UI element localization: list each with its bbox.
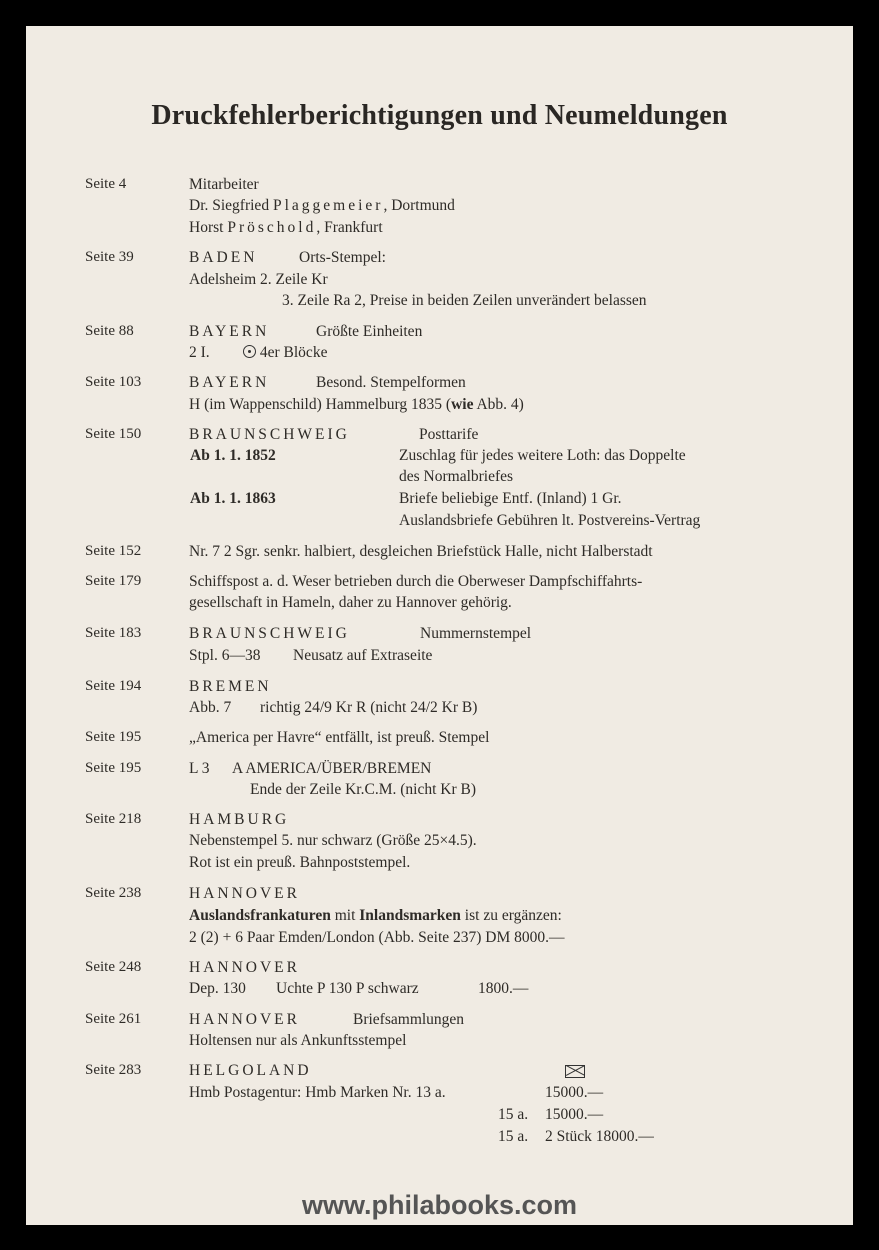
entry-heading: BAYERN: [189, 374, 270, 391]
entry-line: Holtensen nur als Ankunftsstempel: [189, 1032, 407, 1049]
entry-heading: HANNOVER: [189, 885, 300, 902]
entry-line: Posttarife: [419, 426, 479, 443]
entry-line: 4er Blöcke: [243, 344, 327, 362]
entry-line: richtig 24/9 Kr R (nicht 24/2 Kr B): [260, 699, 478, 716]
entry-heading: HAMBURG: [189, 811, 290, 828]
page-ref: Seite 195: [85, 729, 142, 745]
page-ref: Seite 218: [85, 811, 142, 827]
entry-line: Horst Pröschold, Frankfurt: [189, 219, 383, 236]
entry-heading: BRAUNSCHWEIG: [189, 625, 350, 642]
entry-line: „America per Havre“ entfällt, ist preuß. Stempel: [189, 729, 490, 746]
entry-line: Größte Einheiten: [316, 323, 423, 340]
entry-line: 15 a.: [498, 1128, 529, 1145]
entry-price: 15000.—: [545, 1106, 604, 1123]
page-ref: Seite 150: [85, 426, 142, 442]
entry-line: Nummernstempel: [420, 625, 532, 642]
entry-line: Schiffspost a. d. Weser betrieben durch die Oberweser Dampfschiffahrts-: [189, 573, 643, 590]
page-ref: Seite 39: [85, 249, 134, 265]
entry-line: gesellschaft in Hameln, daher zu Hannover gehörig.: [189, 594, 512, 611]
entry-heading: HELGOLAND: [189, 1062, 312, 1079]
entry-line: Zuschlag für jedes weitere Loth: das Doppelte: [399, 447, 686, 464]
entry-price: 2 Stück 18000.—: [545, 1128, 654, 1145]
entry-line: Uchte P 130 P schwarz: [276, 980, 419, 997]
entry-price: 1800.—: [478, 980, 529, 997]
page-ref: Seite 152: [85, 543, 142, 559]
page-ref: Seite 283: [85, 1062, 142, 1078]
entry-line: Auslandsbriefe Gebühren lt. Postvereins-Vertrag: [399, 512, 701, 529]
page-ref: Seite 195: [85, 760, 142, 776]
page-ref: Seite 4: [85, 176, 127, 192]
page-ref: Seite 238: [85, 885, 142, 901]
entry-line: Hmb Postagentur: Hmb Marken Nr. 13 a.: [189, 1084, 446, 1101]
entry-heading: HANNOVER: [189, 959, 300, 976]
entry-heading: BAYERN: [189, 323, 270, 340]
entry-heading: BADEN: [189, 249, 258, 266]
entry-line: 2 (2) + 6 Paar Emden/London (Abb. Seite 237) DM 8000.—: [189, 929, 565, 946]
entry-line: H (im Wappenschild) Hammelburg 1835 (wie Abb. 4): [189, 396, 524, 413]
entry-line: Mitarbeiter: [189, 176, 259, 193]
envelope-icon: [565, 1062, 585, 1080]
entry-line: Dr. Siegfried Plaggemeier, Dortmund: [189, 197, 455, 214]
page-ref: Seite 261: [85, 1011, 142, 1027]
entry-line: L 3: [189, 760, 210, 777]
page-ref: Seite 103: [85, 374, 142, 390]
entry-heading: HANNOVER: [189, 1011, 300, 1028]
page-ref: Seite 194: [85, 678, 142, 694]
entry-line: Ende der Zeile Kr.C.M. (nicht Kr B): [250, 781, 476, 798]
entry-line: Besond. Stempelformen: [316, 374, 466, 391]
entry-line: Orts-Stempel:: [299, 249, 386, 266]
entry-line: Neusatz auf Extraseite: [293, 647, 433, 664]
entry-line: Briefe beliebige Entf. (Inland) 1 Gr.: [399, 490, 622, 507]
entry-heading: BREMEN: [189, 678, 272, 695]
entry-line: Abb. 7: [189, 699, 232, 716]
page-title: Druckfehlerberichtigungen und Neumeldungen: [151, 100, 728, 131]
entry-line: des Normalbriefes: [399, 468, 514, 485]
circled-dot-icon: [243, 345, 256, 358]
entry-line: Nebenstempel 5. nur schwarz (Größe 25×4.5).: [189, 832, 477, 849]
entry-line: Auslandsfrankaturen mit Inlandsmarken ist zu ergänzen:: [189, 907, 562, 924]
entry-line: 2 I.: [189, 344, 210, 361]
entry-line: 15 a.: [498, 1106, 529, 1123]
entry-line: Stpl. 6—38: [189, 647, 261, 664]
date-label: Ab 1. 1. 1852: [190, 447, 276, 464]
entry-line: Dep. 130: [189, 980, 246, 997]
entry-line: Nr. 7 2 Sgr. senkr. halbiert, desgleichen Briefstück Halle, nicht Halberstadt: [189, 543, 653, 560]
entry-heading: BRAUNSCHWEIG: [189, 426, 350, 443]
entry-line: 3. Zeile Ra 2, Preise in beiden Zeilen unverändert belassen: [282, 292, 647, 309]
watermark: www.philabooks.com: [301, 1190, 578, 1220]
entry-price: 15000.—: [545, 1084, 604, 1101]
entry-line: A AMERICA/ÜBER/BREMEN: [232, 760, 432, 777]
page-ref: Seite 183: [85, 625, 142, 641]
entry-line: Adelsheim 2. Zeile Kr: [189, 271, 328, 288]
page-ref: Seite 88: [85, 323, 134, 339]
entry-line: Briefsammlungen: [353, 1011, 465, 1028]
page-ref: Seite 248: [85, 959, 142, 975]
entry-line: Rot ist ein preuß. Bahnpoststempel.: [189, 854, 411, 871]
date-label: Ab 1. 1. 1863: [190, 490, 276, 507]
page-ref: Seite 179: [85, 573, 142, 589]
